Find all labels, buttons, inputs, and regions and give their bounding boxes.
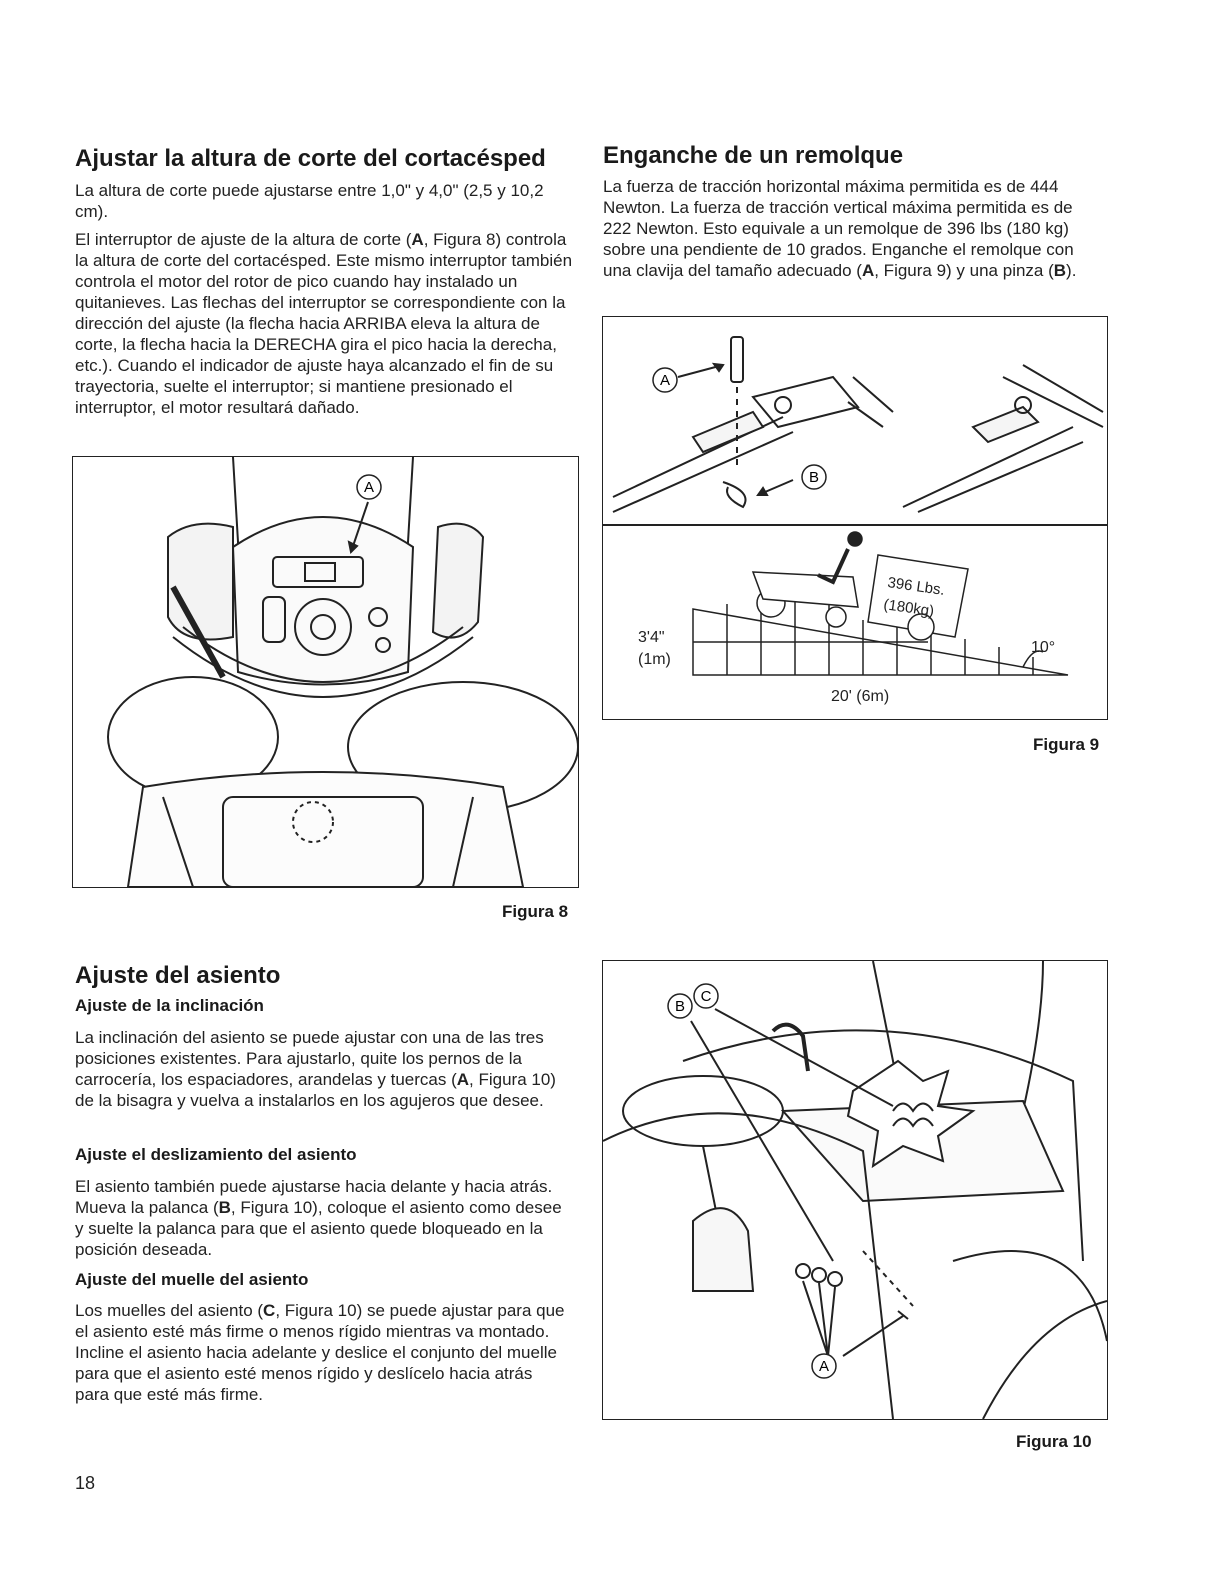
figure-9-label: Figura 9 (1033, 735, 1100, 754)
figure-9-callout-a: A (659, 372, 671, 389)
figure-8-callout-a: A (363, 479, 375, 496)
subheading-spring: Ajuste del muelle del asiento (75, 1270, 309, 1289)
figure-9-illustration (603, 317, 1107, 719)
figure-8-label: Figura 8 (502, 902, 569, 921)
cutting-height-range-text: La altura de corte puede ajustarse entre 1,0" y 4,0" (2,5 y 10,2 cm). (75, 181, 544, 221)
figure-10 (602, 960, 1108, 1420)
slope-height-ft: 3'4" (638, 629, 665, 646)
figure-10-callout-a: A (818, 1358, 830, 1375)
figure-10-illustration (603, 961, 1107, 1419)
figure-8-illustration (73, 457, 578, 887)
slope-angle: 10° (1031, 639, 1056, 656)
figure-10-label: Figura 10 (1016, 1432, 1092, 1451)
section-title-seat: Ajuste del asiento (75, 962, 281, 989)
section-title-cutting-height: Ajustar la altura de corte del cortacésped (75, 145, 546, 172)
seat-slide-text: El asiento también puede ajustarse hacia delante y hacia atrás. Mueva la palanca (B, Figura 10), coloque el asiento como desee y suelte la palanca para que el asiento quede bloqueado en la posición deseada. (75, 1177, 562, 1259)
load-weight-lbs: 396 Lbs. (886, 574, 946, 599)
figure-10-callout-c: C (700, 988, 712, 1005)
slope-length: 20' (6m) (831, 688, 890, 705)
page-number: 18 (75, 1473, 96, 1493)
figure-8 (72, 456, 579, 888)
figure-9-callout-b: B (808, 469, 820, 486)
trailer-text: La fuerza de tracción horizontal máxima permitida es de 444 Newton. La fuerza de tracción vertical máxima permitida es de 222 Newton. Esto equivale a un remolque de 396 lbs (180 kg) sobre una pendiente de 10 grados. Enganche el remolque con una clavija del tamaño adecuado (A, Figura 9) y una pinza (B). (603, 177, 1077, 280)
subheading-slide: Ajuste el deslizamiento del asiento (75, 1145, 357, 1164)
section-title-trailer: Enganche de un remolque (603, 142, 904, 169)
seat-tilt-text: La inclinación del asiento se puede ajustar con una de las tres posiciones existentes. Para ajustarlo, quite los pernos de la carrocería, los espaciadores, arandelas y tuercas (A, Figura 10) de la bisagra y vuelva a instalarlos en los agujeros que desee. (75, 1028, 556, 1110)
slope-height-m: (1m) (638, 651, 671, 668)
figure-10-callout-b: B (674, 998, 686, 1015)
seat-spring-text: Los muelles del asiento (C, Figura 10) se puede ajustar para que el asiento esté más firme o menos rígido mientras va montado. Incline el asiento hacia adelante y deslice el conjunto del muelle para que el asiento esté menos rígido y deslícelo hacia atrás para que esté más firme. (75, 1301, 565, 1404)
subheading-tilt: Ajuste de la inclinación (75, 996, 264, 1015)
cutting-height-switch-text: El interruptor de ajuste de la altura de corte (A, Figura 8) controla la altura de corte del cortacésped. Este mismo interruptor también controla el motor del rotor de pico cuando hay instalado un quitanieves. Las flechas del interruptor se correspondiente con la dirección del ajuste (la flecha hacia ARRIBA eleva la altura de corte, la flecha hacia la DERECHA gira el pico hacia la derecha, etc.). Cuando el indicador de ajuste haya alcanzado el fin de su trayectoria, suelte el interruptor; si mantiene presionado el interruptor, el motor resultará dañado. (75, 230, 573, 417)
figure-9 (602, 316, 1108, 720)
load-weight-kg: (180kg) (882, 596, 936, 621)
